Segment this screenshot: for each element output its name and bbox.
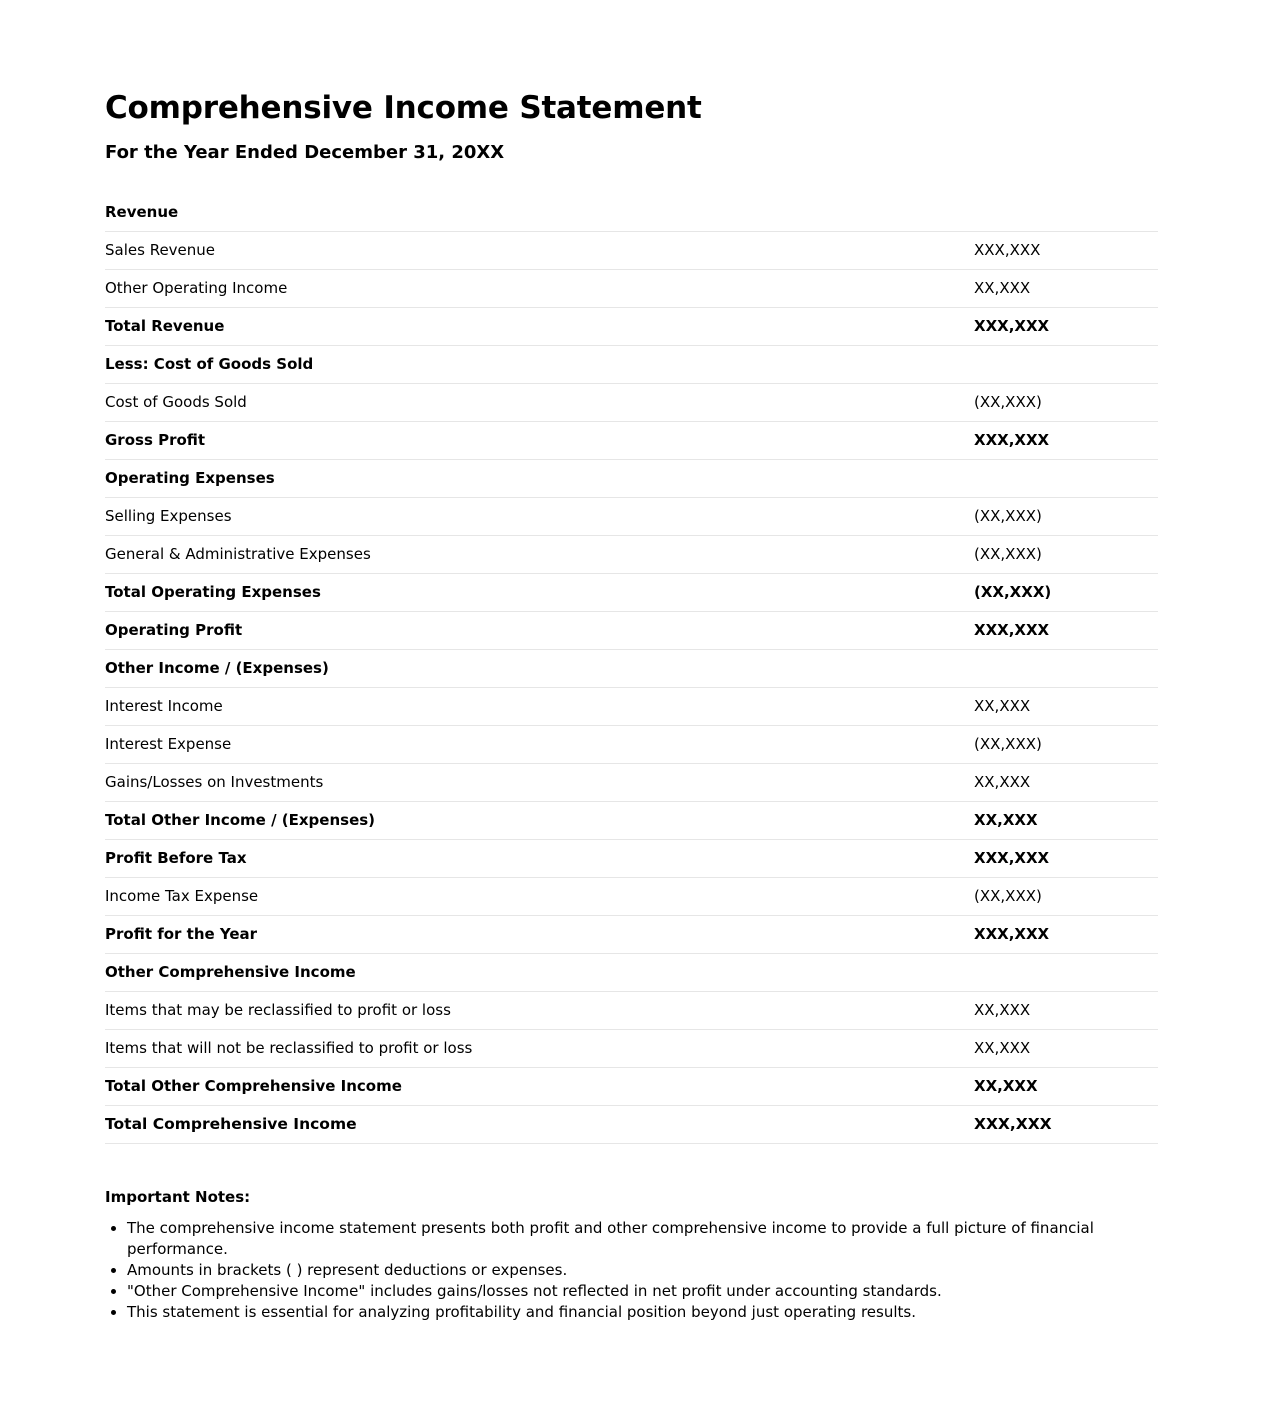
row-label: Interest Expense [105,726,974,764]
row-amount: XXX,XXX [974,916,1158,954]
row-amount: XXX,XXX [974,232,1158,270]
statement-row [105,346,1158,384]
notes-list [105,1218,1158,1323]
row-label: Other Income / (Expenses) [105,650,974,688]
statement-row [105,802,1158,840]
statement-row [105,194,1158,232]
statement-row [105,460,1158,498]
statement-row [105,232,1158,270]
statement-row [105,954,1158,992]
statement-row [105,574,1158,612]
row-amount: (XX,XXX) [974,726,1158,764]
row-label: Selling Expenses [105,498,974,536]
statement-row [105,840,1158,878]
statement-row [105,612,1158,650]
note-item: • The comprehensive income statement presents both profit and other comprehensive income to provide a full picture of financial performance. [127,1218,1158,1260]
note-item: • "Other Comprehensive Income" includes gains/losses not reflected in net profit under accounting standards. [127,1281,1158,1302]
row-amount: XX,XXX [974,802,1158,840]
row-amount [974,650,1158,688]
row-label: Cost of Goods Sold [105,384,974,422]
row-amount: (XX,XXX) [974,878,1158,916]
row-label: Operating Profit [105,612,974,650]
row-label: Gross Profit [105,422,974,460]
statement-row [105,536,1158,574]
statement-row [105,308,1158,346]
row-label: Total Revenue [105,308,974,346]
row-label: Less: Cost of Goods Sold [105,346,974,384]
row-label: Income Tax Expense [105,878,974,916]
row-label: Total Other Comprehensive Income [105,1068,974,1106]
row-amount: (XX,XXX) [974,384,1158,422]
note-item: • Amounts in brackets ( ) represent deductions or expenses. [127,1260,1158,1281]
row-amount: XX,XXX [974,992,1158,1030]
row-amount: XXX,XXX [974,1106,1158,1144]
statement-row [105,764,1158,802]
row-label: Items that will not be reclassified to profit or loss [105,1030,974,1068]
statement-row [105,422,1158,460]
row-amount: XX,XXX [974,270,1158,308]
row-label: General & Administrative Expenses [105,536,974,574]
statement-row [105,878,1158,916]
row-label: Total Comprehensive Income [105,1106,974,1144]
row-amount [974,954,1158,992]
row-amount: XXX,XXX [974,840,1158,878]
notes-title: Important Notes: [105,1188,251,1206]
row-amount: XXX,XXX [974,612,1158,650]
row-label: Sales Revenue [105,232,974,270]
row-amount: XX,XXX [974,1068,1158,1106]
row-amount [974,346,1158,384]
row-amount: XX,XXX [974,1030,1158,1068]
row-amount [974,194,1158,232]
row-label: Items that may be reclassified to profit or loss [105,992,974,1030]
income-statement-body [105,194,1158,1144]
row-amount: (XX,XXX) [974,536,1158,574]
notes-section [105,1186,1158,1323]
row-amount: XXX,XXX [974,308,1158,346]
statement-row [105,1106,1158,1144]
row-amount: XXX,XXX [974,422,1158,460]
statement-row [105,1068,1158,1106]
page-subtitle: For the Year Ended December 31, 20XX [105,142,505,163]
page-title: Comprehensive Income Statement [105,90,702,126]
row-label: Other Comprehensive Income [105,954,974,992]
row-label: Profit Before Tax [105,840,974,878]
row-label: Operating Expenses [105,460,974,498]
row-label: Total Other Income / (Expenses) [105,802,974,840]
row-label: Gains/Losses on Investments [105,764,974,802]
row-amount [974,460,1158,498]
statement-row [105,992,1158,1030]
statement-row [105,688,1158,726]
statement-row [105,1030,1158,1068]
row-label: Profit for the Year [105,916,974,954]
row-label: Total Operating Expenses [105,574,974,612]
statement-row [105,650,1158,688]
note-item: • This statement is essential for analyzing profitability and financial position beyond just operating results. [127,1302,1158,1323]
row-label: Revenue [105,194,974,232]
statement-row [105,726,1158,764]
row-label: Interest Income [105,688,974,726]
statement-row [105,498,1158,536]
row-amount: XX,XXX [974,688,1158,726]
income-statement-table [105,194,1158,1144]
row-amount: XX,XXX [974,764,1158,802]
statement-row [105,916,1158,954]
statement-row [105,270,1158,308]
row-amount: (XX,XXX) [974,574,1158,612]
row-amount: (XX,XXX) [974,498,1158,536]
row-label: Other Operating Income [105,270,974,308]
statement-row [105,384,1158,422]
